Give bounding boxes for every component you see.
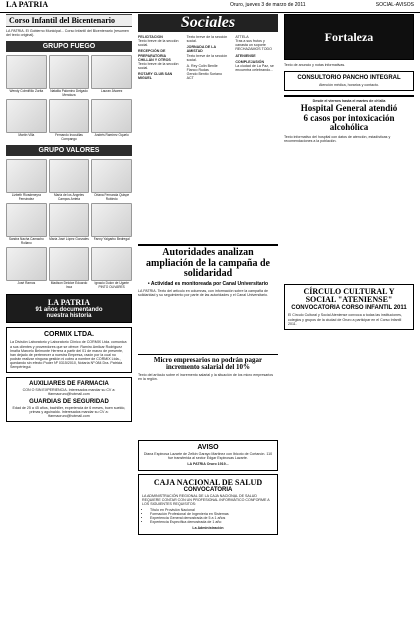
photo-card bbox=[49, 159, 90, 201]
hospital-kicker: Desde el viernes hasta el martes de ch'alla bbox=[312, 99, 386, 104]
caja-req: • Título en Provisión Nacional bbox=[150, 508, 274, 512]
child-photo bbox=[6, 159, 47, 193]
fortaleza-ad bbox=[284, 14, 414, 60]
social-text: Texto breve de la sección social. bbox=[186, 53, 228, 62]
subhead: • Actividad es monitoreada por Canal Universitario bbox=[147, 280, 269, 287]
social-list-item: ACT bbox=[186, 76, 194, 81]
child-photo bbox=[6, 55, 47, 89]
photo-caption: Nataliia Palomino Delgado Mendoza bbox=[50, 89, 88, 97]
right-column bbox=[284, 14, 414, 624]
caja-req: • Experiencia General demostrada de 5 a 1 años bbox=[150, 516, 274, 520]
photo-card bbox=[49, 203, 90, 245]
child-photo bbox=[6, 99, 47, 133]
photo-card bbox=[6, 203, 47, 245]
auxiliares-title: AUXILIARES DE FARMACIA bbox=[29, 381, 109, 388]
photo-caption: Lauran Álvarez bbox=[100, 89, 123, 94]
clinic-title: CONSULTORIO PANCHO INTEGRAL bbox=[297, 75, 401, 82]
photo-card bbox=[6, 247, 47, 289]
social-list-item: Flanco Rudas bbox=[186, 67, 209, 72]
left-intro: LA PATRIA. El Gobierno Municipal... Corso Infantil del Bicentenario (resumen del texto original). bbox=[6, 29, 129, 38]
header-date: Oruro, jueves 3 de marzo de 2011 bbox=[230, 2, 306, 8]
sociales-title: Sociales bbox=[180, 14, 236, 31]
hospital-body: Texto informativo del hospital con datos de atención, estadísticas y recomendaciones a la población. bbox=[284, 134, 391, 143]
photo-card bbox=[49, 55, 90, 97]
child-photo bbox=[91, 159, 132, 193]
child-photo bbox=[91, 247, 132, 281]
social-heading: ATENIENSE bbox=[235, 53, 256, 58]
photo-caption: Wendy Colmiñillo Zurita bbox=[9, 89, 44, 94]
photo-caption: Fanny Yaigarbo Bedregal bbox=[93, 237, 130, 242]
social-list-item: Tras a sus frutos y canasta un soporte bbox=[235, 39, 266, 48]
social-heading: FELICITACION bbox=[138, 35, 163, 39]
social-heading: ROTARY CLUB SAN MIGUEL bbox=[138, 72, 173, 81]
masthead: LA PATRIA bbox=[6, 0, 49, 9]
grupo-valores-grid bbox=[6, 159, 132, 289]
cormix-notice bbox=[6, 327, 132, 373]
headline: Autoridades analizan ampliación de la campaña de solidaridad bbox=[146, 247, 270, 279]
right-text: Texto de anuncio y notas informativas. bbox=[284, 63, 346, 67]
social-text: Texto breve de la sección social. bbox=[138, 39, 179, 48]
ad-brand: LA PATRIA bbox=[47, 298, 91, 308]
social-item bbox=[138, 35, 181, 47]
left-title: Corso Infantil del Bicentenario bbox=[6, 14, 132, 27]
social-heading: COMPLEJASIÓN bbox=[235, 59, 265, 64]
clinic-ad bbox=[284, 71, 414, 91]
caja-title: CAJA NACIONAL DE SALUD bbox=[153, 477, 263, 487]
headline-block bbox=[138, 244, 278, 351]
auxiliares-ad bbox=[6, 377, 132, 422]
sociales-columns bbox=[138, 35, 278, 240]
hospital-block bbox=[284, 95, 414, 279]
auxiliares-body: CON O SIN EXPERIENCIA. Interesados mandar su CV a: tfarmaoruro@hotmail.com bbox=[22, 388, 116, 397]
social-text: La ciudad de La Paz, se encuentra celebrando... bbox=[235, 63, 274, 72]
social-list-item: Gendo Benito Soriano bbox=[186, 72, 223, 76]
child-photo bbox=[6, 203, 47, 237]
photo-caption: Fernando Inocuillas Compango bbox=[55, 133, 83, 141]
child-photo bbox=[49, 55, 90, 89]
child-photo bbox=[49, 159, 90, 193]
social-item bbox=[138, 49, 181, 70]
photo-card bbox=[6, 99, 47, 141]
left-column bbox=[6, 14, 132, 624]
ad-line1: 91 años documentando bbox=[35, 307, 103, 314]
photo-caption: José Ramos bbox=[17, 281, 36, 286]
child-photo bbox=[49, 203, 90, 237]
child-photo bbox=[91, 203, 132, 237]
photo-caption: Andrés Ramírez Oquelo bbox=[94, 133, 129, 138]
photo-caption: Sandra Nacha Camacho Rollano bbox=[8, 237, 44, 245]
photo-caption: Madison Deloice Eduardo Inca bbox=[50, 281, 88, 289]
circulo-title: CÍRCULO CULTURAL Y SOCIAL "ATENIENSE" bbox=[303, 286, 395, 305]
photo-card bbox=[49, 247, 90, 289]
photo-card bbox=[91, 55, 132, 97]
social-list-item: A. Rey Colin Benlle bbox=[186, 63, 218, 68]
photo-card bbox=[49, 99, 90, 141]
caja-requirements bbox=[150, 508, 274, 525]
photo-card bbox=[91, 159, 132, 201]
grupo-valores-banner: GRUPO VALORES bbox=[6, 145, 132, 156]
cormix-title: CORMIX LTDA. bbox=[43, 331, 95, 339]
photo-caption: Lizbeth Rivadeneyra Fernández bbox=[11, 193, 41, 201]
headline-body: LA PATRIA. Texto del artículo en columnas, con información sobre la campaña de solidaridad y su seguimiento por parte de las autoridades y el Canal Universitario. bbox=[138, 288, 269, 297]
photo-card bbox=[6, 159, 47, 201]
aviso-title: AVISO bbox=[197, 444, 219, 452]
photo-card bbox=[91, 99, 132, 141]
sociales-banner bbox=[138, 14, 278, 32]
photo-card bbox=[91, 203, 132, 245]
caja-nacional-ad bbox=[138, 474, 278, 535]
child-photo bbox=[91, 99, 132, 133]
social-text: Texto breve de la sección social. bbox=[186, 35, 228, 44]
hospital-subtitle: 6 casos por intoxicación alcohólica bbox=[303, 112, 395, 133]
header-section: SOCIAL-AVISOS bbox=[375, 2, 414, 8]
grupo-fuego-banner: GRUPO FUEGO bbox=[6, 41, 132, 52]
cormix-body: La División Laboratorio y Laboratorio Clínico de CORMIX Ltda. comunica a sus clientes y proveedores que se ofrece: Ramiro Amilcar Rodriguez Imaña Marcelo Belmonte Herrera a partir del 01 de marzo de presente, han dejado de pertenecer a nuestra Empresa, razón por la cual no podrán realizar ninguna gestión ni cobro a nombre de CORMIX Ltda., quedando sin efecto Poder Nº 0315/2010, Notaría Nº 084 Dra. Patricia Sempértegui. bbox=[10, 340, 127, 370]
social-list-item: ATTELA bbox=[235, 35, 249, 39]
aviso-box bbox=[138, 440, 278, 470]
ateniense-block bbox=[235, 54, 278, 73]
photo-caption: María de los Ángeles Campos Arrieta bbox=[54, 193, 84, 201]
guardias-body: Edad de 25 a 45 años, bachiller, experiencia de 6 meses, buen sueldo, primas y aguinaldo. Interesados mandar su CV a: tfarmaoruro@hotmail.com bbox=[12, 405, 126, 418]
circulo-ad bbox=[284, 284, 414, 330]
social-text: Texto breve de la sección social. bbox=[138, 61, 179, 70]
social-heading: JORNADA DE LA AMISTAD bbox=[186, 45, 216, 54]
photo-caption: Ignacio Dulon de Ugarte PINTO OLIVARES bbox=[94, 281, 129, 289]
caja-body: LA ADMINISTRACIÓN REGIONAL DE LA CAJA NACIONAL DE SALUD REQUIERE CONTAR CON UN PROFESIONAL INFORMÁTICO CONFORME A LOS SIGUIENTES REQUISITOS: bbox=[142, 493, 270, 506]
caja-subtitle: CONVOCATORIA bbox=[183, 486, 233, 493]
micro-body: Texto del artículo sobre el incremento salarial y la situación de los micro empresarios en la región. bbox=[138, 373, 274, 382]
aviso-body: Diana Espinosa Lazarte de Zelkin Garayo Martinez con Ibicoto de Cortanón. 110 fue transferida al sector Edgar Espinosas Lazarte. bbox=[143, 452, 273, 461]
child-photo bbox=[91, 55, 132, 89]
photo-caption: Martín Villa bbox=[18, 133, 35, 138]
hospital-title: Hospital General atendió bbox=[300, 103, 398, 114]
circulo-body: El Círculo Cultural y Social Ateniense convoca a todas las instituciones, colegios y grupos de la ciudad de Oruro a participar en el Corso Infantil 2011. bbox=[288, 313, 402, 326]
social-heading: RECEPCIÓN DE PREPARATORIA CHILLÁN Y OTROS bbox=[138, 49, 171, 62]
child-photo bbox=[49, 99, 90, 133]
caja-req: • Experiencia Específica demostrada de 1 año bbox=[150, 520, 274, 524]
micro-empresarios-block bbox=[138, 354, 278, 438]
fortaleza-title: Fortaleza bbox=[324, 29, 374, 44]
photo-card bbox=[6, 55, 47, 97]
caja-footer: La Administración bbox=[192, 526, 224, 531]
la-patria-anniversary-ad bbox=[6, 294, 132, 323]
child-photo bbox=[49, 247, 90, 281]
photo-caption: María José López Gonzales bbox=[49, 237, 89, 242]
photo-caption: Oriana Fernanda Quispe Robledo bbox=[94, 193, 130, 201]
social-list-item: RECHAZAMOS TODO bbox=[235, 47, 272, 52]
child-photo bbox=[6, 247, 47, 281]
middle-column bbox=[138, 14, 278, 624]
photo-card bbox=[91, 247, 132, 289]
circulo-subtitle: CONVOCATORIA CORSO INFANTIL 2011 bbox=[291, 305, 407, 312]
guardias-title: GUARDIAS DE SEGURIDAD bbox=[29, 398, 109, 405]
aviso-footer: LA PATRIA Oruro 1919... bbox=[187, 462, 229, 467]
caja-req: • Formación Profesional de Ingeniería en Sistemas bbox=[150, 512, 274, 516]
clinic-body: Atención médica, horarios y contacto. bbox=[319, 83, 379, 88]
page-header bbox=[0, 0, 420, 13]
social-item bbox=[187, 45, 230, 62]
grupo-fuego-grid bbox=[6, 55, 132, 141]
micro-headline: Micro empresarios no podrán pagar incremento salarial del 10% bbox=[153, 355, 263, 371]
ad-line2: nuestra historia bbox=[46, 313, 92, 320]
